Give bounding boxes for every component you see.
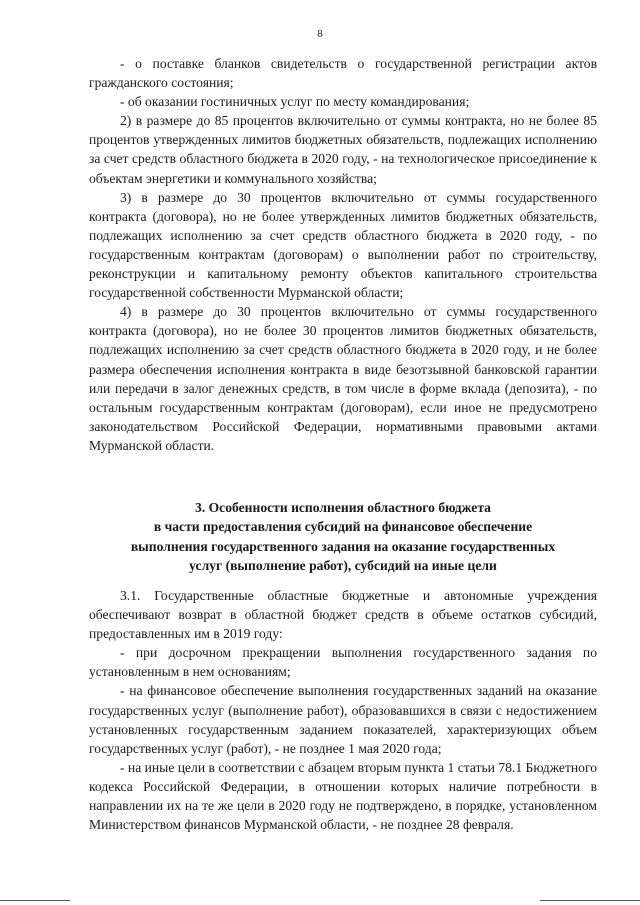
paragraph-blanks-supply: - о поставке бланков свидетельств о государственной регистрации актов гражданского состояния; <box>89 56 597 91</box>
section-title-line: выполнения государственного задания на оказание государственных <box>130 538 556 554</box>
section-3-text-block <box>89 586 597 834</box>
paragraph-hotel-services: - об оказании гостиничных услуг по месту командирования; <box>120 94 470 110</box>
section-title-line: в части предоставления субсидий на финансовое обеспечение <box>153 519 533 535</box>
footer-rule-left <box>0 900 70 901</box>
page-number: 8 <box>317 28 323 40</box>
paragraph-item-2: 2) в размере до 85 процентов включительно от суммы контракта, но не более 85 процентов утвержденных лимитов бюджетных обязательств, подлежащих исполнению за счет средств областного бюджета в 2020 году, - на технологическое присоединение к объектам энергетики и коммунального хозяйства; <box>89 113 597 186</box>
section-3-title <box>89 498 597 575</box>
paragraph-3-1: 3.1. Государственные областные бюджетные и автономные учреждения обеспечивают возврат в областной бюджет средств в объеме остатков субсидий, предоставленных им в 2019 году: <box>89 588 597 642</box>
paragraph-item-3: 3) в размере до 30 процентов включительно от суммы государственного контракта (договора), но не более утвержденных лимитов бюджетных обязательств, подлежащих исполнению за счет средств областного бюджета в 2020 году, - по государственным контрактам (договорам) о выполнении работ по строительству, реконструкции и капитальному ремонту объектов капитального строительства государственной собственности Мурманской области; <box>89 189 597 301</box>
paragraph-item-4: 4) в размере до 30 процентов включительно от суммы государственного контракта (договора), но не более 30 процентов лимитов бюджетных обязательств, подлежащих исполнению за счет средств областного бюджета в 2020 году, и не более размера обеспечения исполнения контракта в виде безотзывной банковской гарантии или передачи в залог денежных средств, в том числе в форме вклада (депозита), - по остальным государственным контрактам (договорам), если иное не предусмотрено законодательством Российской Федерации, нормативными правовыми актами Мурманской области. <box>89 304 597 453</box>
paragraph-early-termination: - при досрочном прекращении выполнения государственного задания по установленным в нем основаниям; <box>89 645 597 680</box>
footer-rule-right <box>540 900 640 901</box>
top-text-block <box>89 54 597 455</box>
paragraph-other-purposes: - на иные цели в соответствии с абзацем вторым пункта 1 статьи 78.1 Бюджетного кодекса Российской Федерации, в отношении которых наличие потребности в направлении их на те же цели в 2020 году не подтверждено, в порядке, установленном Министерством финансов Мурманской области, - не позднее 28 февраля. <box>89 759 598 833</box>
section-title-line: 3. Особенности исполнения областного бюджета <box>195 500 491 515</box>
section-title-line: услуг (выполнение работ), субсидий на иные цели <box>189 557 497 573</box>
paragraph-state-assignment: - на финансовое обеспечение выполнения государственных заданий на оказание государственных услуг (выполнение работ), образовавшихся в связи с недостижением установленных государственным заданием показателей, характеризующих объем государственных услуг (работ), - не позднее 1 мая 2020 года; <box>89 683 597 756</box>
